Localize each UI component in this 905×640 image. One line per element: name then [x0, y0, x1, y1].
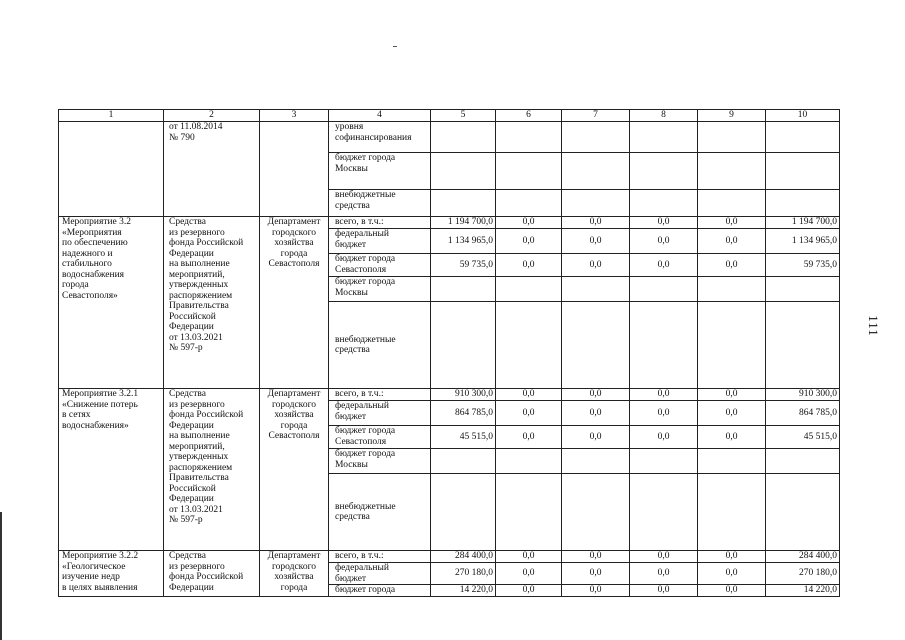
value-cell: 0,0	[698, 563, 766, 585]
value-cell	[698, 122, 766, 153]
page-number: 111	[865, 315, 881, 337]
header-cell-3: 3	[260, 110, 329, 122]
value-cell	[698, 449, 766, 474]
funding-source: бюджет города Севастополя	[329, 254, 431, 277]
value-cell: 284 400,0	[766, 551, 840, 563]
table-row	[59, 217, 840, 229]
executor: Департамент городского хозяйства города Севастополя	[260, 389, 329, 551]
header-row	[59, 110, 840, 122]
cont-event-cell	[59, 122, 164, 217]
value-cell	[766, 122, 840, 153]
funding-source: федеральный бюджет	[329, 229, 431, 254]
funding-source: бюджет города Москвы	[329, 449, 431, 474]
value-cell: 0,0	[496, 217, 562, 229]
header-cell-6: 6	[496, 110, 562, 122]
value-cell	[698, 277, 766, 302]
value-cell: 0,0	[630, 563, 698, 585]
funding-source: уровня софинансирования	[329, 122, 431, 153]
value-cell: 0,0	[698, 585, 766, 597]
header-cell-9: 9	[698, 110, 766, 122]
funding-basis: Средства из резервного фонда Российской Федерации на выполнение мероприятий, утвержденных распоряжением Правительства Российской Федерации от 13.03.2021 № 597-р	[164, 217, 260, 389]
value-cell	[630, 153, 698, 190]
cont-exec-cell	[260, 122, 329, 217]
value-cell: 0,0	[496, 426, 562, 449]
funding-source: всего, в т.ч.:	[329, 217, 431, 229]
value-cell: 864 785,0	[766, 401, 840, 426]
value-cell	[630, 449, 698, 474]
value-cell	[496, 277, 562, 302]
funding-source: внебюджетные средства	[329, 474, 431, 551]
header-cell-7: 7	[562, 110, 630, 122]
header-cell-8: 8	[630, 110, 698, 122]
value-cell: 0,0	[562, 551, 630, 563]
funding-source: федеральный бюджет	[329, 563, 431, 585]
value-cell	[630, 302, 698, 389]
value-cell: 0,0	[496, 229, 562, 254]
value-cell: 0,0	[698, 401, 766, 426]
table-row	[59, 122, 840, 153]
value-cell	[496, 474, 562, 551]
value-cell: 14 220,0	[766, 585, 840, 597]
value-cell	[431, 449, 496, 474]
header-cell-2: 2	[164, 110, 260, 122]
value-cell: 0,0	[562, 229, 630, 254]
funding-basis: Средства из резервного фонда Российской Федерации на выполнение мероприятий, утвержденных распоряжением Правительства Российской Федерации от 13.03.2021 № 597-р	[164, 389, 260, 551]
table-row	[59, 551, 840, 563]
value-cell: 864 785,0	[431, 401, 496, 426]
value-cell: 0,0	[698, 254, 766, 277]
value-cell: 0,0	[562, 426, 630, 449]
value-cell	[766, 302, 840, 389]
value-cell	[766, 277, 840, 302]
value-cell	[766, 153, 840, 190]
funding-source: бюджет города Севастополя	[329, 426, 431, 449]
value-cell	[496, 190, 562, 217]
value-cell: 0,0	[630, 401, 698, 426]
cont-doc-ref: от 11.08.2014 № 790	[164, 122, 260, 217]
value-cell: 270 180,0	[766, 563, 840, 585]
value-cell: 1 134 965,0	[431, 229, 496, 254]
event-name: Мероприятие 3.2 «Мероприятия по обеспечению надежного и стабильного водоснабжения города Севастополя»	[59, 217, 164, 389]
executor: Департамент городского хозяйства города Севастополя	[260, 217, 329, 389]
value-cell: 45 515,0	[766, 426, 840, 449]
value-cell: 0,0	[562, 563, 630, 585]
value-cell	[431, 277, 496, 302]
funding-source: бюджет города Москвы	[329, 277, 431, 302]
value-cell: 0,0	[496, 254, 562, 277]
value-cell	[766, 190, 840, 217]
value-cell: 0,0	[562, 401, 630, 426]
value-cell	[496, 302, 562, 389]
value-cell	[630, 122, 698, 153]
value-cell: 59 735,0	[431, 254, 496, 277]
value-cell: 0,0	[630, 229, 698, 254]
value-cell	[431, 302, 496, 389]
header-cell-1: 1	[59, 110, 164, 122]
funding-basis: Средства из резервного фонда Российской Федерации	[164, 551, 260, 597]
value-cell: 0,0	[630, 585, 698, 597]
scan-dash-mark	[393, 46, 397, 47]
value-cell	[630, 474, 698, 551]
value-cell	[431, 474, 496, 551]
event-name: Мероприятие 3.2.1 «Снижение потерь в сетях водоснабжения»	[59, 389, 164, 551]
header-cell-5: 5	[431, 110, 496, 122]
table-row	[59, 389, 840, 401]
value-cell: 0,0	[496, 389, 562, 401]
value-cell	[562, 449, 630, 474]
funding-source: федеральный бюджет	[329, 401, 431, 426]
value-cell: 1 134 965,0	[766, 229, 840, 254]
value-cell: 1 194 700,0	[766, 217, 840, 229]
value-cell	[630, 277, 698, 302]
value-cell: 0,0	[698, 551, 766, 563]
value-cell: 45 515,0	[431, 426, 496, 449]
funding-source: бюджет города	[329, 585, 431, 597]
value-cell: 0,0	[562, 217, 630, 229]
value-cell: 0,0	[562, 389, 630, 401]
value-cell: 0,0	[630, 389, 698, 401]
value-cell: 59 735,0	[766, 254, 840, 277]
value-cell	[766, 474, 840, 551]
value-cell	[431, 122, 496, 153]
event-name: Мероприятие 3.2.2 «Геологическое изучение недр в целях выявления	[59, 551, 164, 597]
header-cell-4: 4	[329, 110, 431, 122]
value-cell	[630, 190, 698, 217]
value-cell: 910 300,0	[431, 389, 496, 401]
value-cell: 0,0	[698, 426, 766, 449]
value-cell: 0,0	[496, 585, 562, 597]
value-cell	[698, 153, 766, 190]
value-cell: 0,0	[698, 389, 766, 401]
budget-table	[58, 109, 840, 597]
value-cell: 284 400,0	[431, 551, 496, 563]
value-cell	[562, 153, 630, 190]
executor: Департамент городского хозяйства города	[260, 551, 329, 597]
value-cell	[698, 190, 766, 217]
scan-edge-mark	[0, 512, 2, 640]
value-cell: 0,0	[496, 563, 562, 585]
value-cell: 1 194 700,0	[431, 217, 496, 229]
value-cell: 0,0	[630, 254, 698, 277]
funding-source: бюджет города Москвы	[329, 153, 431, 190]
value-cell: 0,0	[496, 551, 562, 563]
value-cell: 0,0	[630, 217, 698, 229]
value-cell	[496, 153, 562, 190]
value-cell	[562, 190, 630, 217]
value-cell	[496, 122, 562, 153]
funding-source: внебюджетные средства	[329, 302, 431, 389]
value-cell	[431, 190, 496, 217]
value-cell: 0,0	[562, 585, 630, 597]
value-cell	[496, 449, 562, 474]
value-cell: 910 300,0	[766, 389, 840, 401]
value-cell: 0,0	[562, 254, 630, 277]
value-cell: 0,0	[698, 217, 766, 229]
value-cell: 0,0	[698, 229, 766, 254]
value-cell	[698, 474, 766, 551]
value-cell	[562, 474, 630, 551]
value-cell	[698, 302, 766, 389]
funding-source: всего, в т.ч.:	[329, 389, 431, 401]
value-cell: 0,0	[630, 426, 698, 449]
value-cell: 270 180,0	[431, 563, 496, 585]
funding-source: всего, в т.ч.:	[329, 551, 431, 563]
funding-source: внебюджетные средства	[329, 190, 431, 217]
value-cell: 0,0	[496, 401, 562, 426]
value-cell: 14 220,0	[431, 585, 496, 597]
value-cell	[562, 277, 630, 302]
header-cell-10: 10	[766, 110, 840, 122]
value-cell	[766, 449, 840, 474]
value-cell	[431, 153, 496, 190]
value-cell: 0,0	[630, 551, 698, 563]
value-cell	[562, 122, 630, 153]
value-cell	[562, 302, 630, 389]
